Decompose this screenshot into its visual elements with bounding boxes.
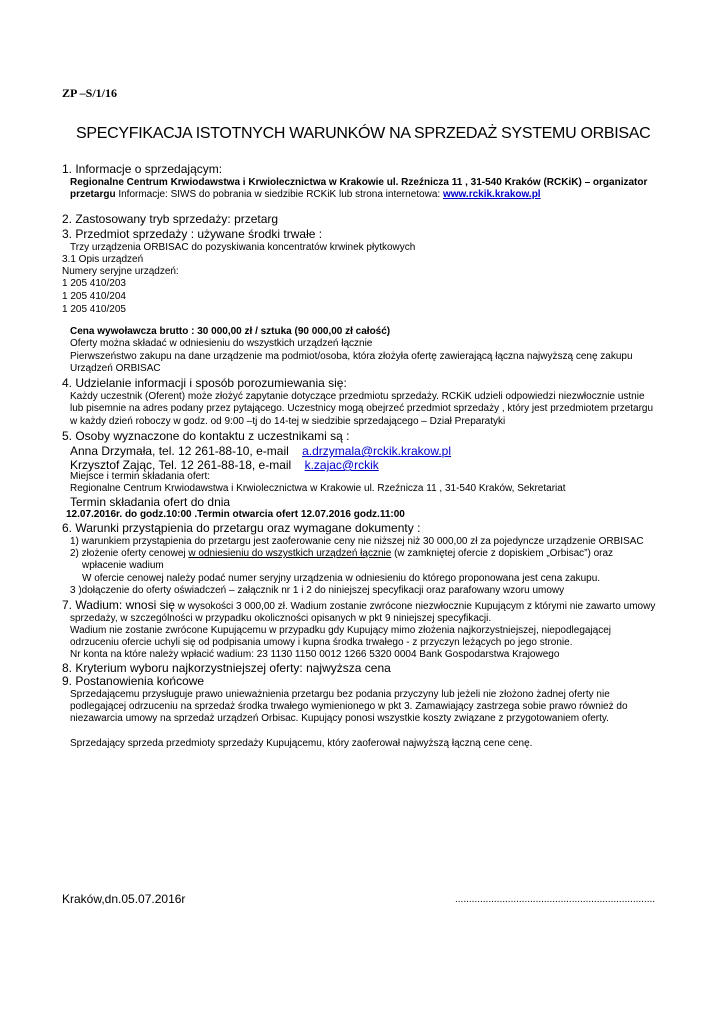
section-1-line-2-bold: przetargu xyxy=(70,189,116,200)
deadline-label: Termin składania ofert do dnia xyxy=(70,495,231,509)
offers-note: Oferty można składać w odniesieniu do wszystkich urządzeń łącznie xyxy=(70,338,373,349)
section-9-line-1: Sprzedającemu przysługuje prawo unieważnienia przetargu bez podania przyczyny lub jeżeli nie złożono żadnej oferty nie xyxy=(70,689,610,700)
serial-number: 1 205 410/205 xyxy=(62,304,126,315)
condition-item-3: 3 )dołączenie do oferty oświadczeń – załącznik nr 1 i 2 do niniejszej specyfikacji oraz parafowany wzoru umowy xyxy=(70,585,565,596)
section-1-line-2 xyxy=(70,189,541,200)
submission-place-label: Miejsce i termin składania ofert: xyxy=(70,471,211,482)
condition-item-2-b: (w zamkniętej ofercie z dopiskiem „Orbisac”) oraz xyxy=(391,548,614,559)
closing-statement: Sprzedający sprzeda przedmioty sprzedaży Kupującemu, który zaoferował najwyższą łączną cene cenę. xyxy=(70,738,533,749)
deadline-details: 12.07.2016r. do godz.10:00 .Termin otwarcia ofert 12.07.2016 godz.11:00 xyxy=(66,509,405,520)
serial-number: 1 205 410/204 xyxy=(62,291,126,302)
section-9-heading: 9. Postanowienia końcowe xyxy=(62,674,205,688)
serials-label: Numery seryjne urządzeń: xyxy=(62,266,179,277)
section-1-line-1: Regionalne Centrum Krwiodawstwa i Krwiolecznictwa w Krakowie ul. Rzeźnicza 11 , 31-540 Kraków (RCKiK) – organizator xyxy=(70,177,648,188)
section-8-heading: 8. Kryterium wyboru najkorzystniejszej oferty: najwyższa cena xyxy=(62,661,391,675)
document-title: SPECYFIKACJA ISTOTNYCH WARUNKÓW NA SPRZEDAŻ SYSTEMU ORBISAC xyxy=(76,125,651,142)
place-and-date: Kraków,dn.05.07.2016r xyxy=(62,892,186,906)
condition-item-1: 1) warunkiem przystąpienia do przetargu jest zaoferowanie ceny nie niższej niż 30 000,00 zł za pojedyncze urządzenie ORBISAC xyxy=(70,536,644,547)
priority-rule-continued: Urządzeń ORBISAC xyxy=(70,363,161,374)
section-7-line-4: odrzuceniu ofercie uchyli się od podpisania umowy i kupna środka trwałego - z przyczyn leżących po jego stronie. xyxy=(70,637,573,648)
section-4-line-3: w każdy dzień roboczy w godz. od 9:00 –tj do 14-tej w siedzibie sprzedającego – Dział Preparatyki xyxy=(70,416,506,427)
section-3-subject: Trzy urządzenia ORBISAC do pozyskiwania koncentratów krwinek płytkowych xyxy=(70,242,416,253)
submission-place: Regionalne Centrum Krwiodawstwa i Krwiolecznictwa w Krakowie ul. Rzeźnicza 11 , 31-540 Kraków, Sekretariat xyxy=(70,483,566,494)
section-4-heading: 4. Udzielanie informacji i sposób porozumiewania się: xyxy=(62,376,347,390)
condition-item-2-continued: wpłacenie wadium xyxy=(82,560,164,571)
section-7-line-1 xyxy=(62,598,655,612)
contact-name-phone: Krzysztof Zając, Tel. 12 261-88-18, e-mail xyxy=(70,458,292,472)
section-3-heading: 3. Przedmiot sprzedaży : używane środki trwałe : xyxy=(62,227,323,241)
signature-line: ........................................................................ xyxy=(455,894,656,905)
contact-row xyxy=(70,444,451,458)
priority-rule: Pierwszeństwo zakupu na dane urządzenie ma podmiot/osoba, która złożyła ofertę zawierającą łączna najwyższą cenę zakupu xyxy=(70,351,633,362)
section-9-line-3: niezawarcia umowy na sprzedaż urządzeń Orbisac. Kupujący ponosi wszystkie koszty związane z przygotowaniem oferty. xyxy=(70,713,609,724)
contact-name-phone: Anna Drzymała, tel. 12 261-88-10, e-mail xyxy=(70,444,289,458)
section-1-heading: 1. Informacje o sprzedającym: xyxy=(62,162,223,176)
section-4-line-2: lub pisemnie na adres podany przez pytającego. Uczestnicy mogą obejrzeć przedmiot sprzedaży , który jest przedmiotem przetargu xyxy=(70,403,654,414)
starting-price: Cena wywoławcza brutto : 30 000,00 zł / sztuka (90 000,00 zł całość) xyxy=(70,326,391,337)
email-link[interactable]: a.drzymala@rckik.krakow.pl xyxy=(302,444,452,458)
section-7-text: w wysokości 3 000,00 zł. Wadium zostanie zwrócone niezwłocznie Kupującym z którymi nie zawarto umowy xyxy=(174,601,656,612)
condition-item-2 xyxy=(70,548,613,559)
section-7-line-2: sprzedaży, w szczególności w przypadku okoliczności opisanych w pkt 9 niniejszej specyfikacji. xyxy=(70,613,492,624)
section-4-line-1: Każdy uczestnik (Oferent) może złożyć zapytanie dotyczące przedmiotu sprzedaży. RCKiK udzieli odpowiedzi niezwłocznie ustnie xyxy=(70,391,645,402)
section-9-line-2: podlegającej odrzuceniu na sprzedaż środka trwałego wymienionego w pkt 3. Zamawiający zastrzega sobie prawo również do xyxy=(70,701,628,712)
section-2-heading: 2. Zastosowany tryb sprzedaży: przetarg xyxy=(62,212,279,226)
email-link[interactable]: k.zajac@rckik xyxy=(304,458,379,472)
section-5-heading: 5. Osoby wyznaczone do kontaktu z uczestnikami są : xyxy=(62,429,350,443)
website-link[interactable]: www.rckik.krakow.pl xyxy=(442,189,541,200)
condition-item-2-a: 2) złożenie oferty cenowej xyxy=(70,548,189,559)
section-3-1-heading: 3.1 Opis urządzeń xyxy=(62,254,144,265)
condition-item-2-underlined: w odniesieniu do wszystkich urządzeń łącznie xyxy=(188,548,392,559)
serial-number: 1 205 410/203 xyxy=(62,278,126,289)
bank-account: Nr konta na które należy wpłacić wadium: 23 1130 1150 0012 1266 5320 0004 Bank Gospodarstwa Krajowego xyxy=(70,649,560,660)
condition-item-2-note: W ofercie cenowej należy podać numer seryjny urządzenia w odniesieniu do którego proponowana jest cena zakupu. xyxy=(82,573,601,584)
section-1-line-2-text: Informacje: SIWS do pobrania w siedzibie RCKiK lub strona internetowa: xyxy=(115,189,443,200)
section-7-line-3: Wadium nie zostanie zwrócone Kupującemu w przypadku gdy Kupujący mimo złożenia najkorzystniejszej, niepodlegającej xyxy=(70,625,612,636)
document-reference: ZP –S/1/16 xyxy=(62,86,118,100)
section-7-heading: 7. Wadium: wnosi się xyxy=(62,598,175,612)
section-6-heading: 6. Warunki przystąpienia do przetargu oraz wymagane dokumenty : xyxy=(62,521,421,535)
contact-row xyxy=(70,458,379,472)
